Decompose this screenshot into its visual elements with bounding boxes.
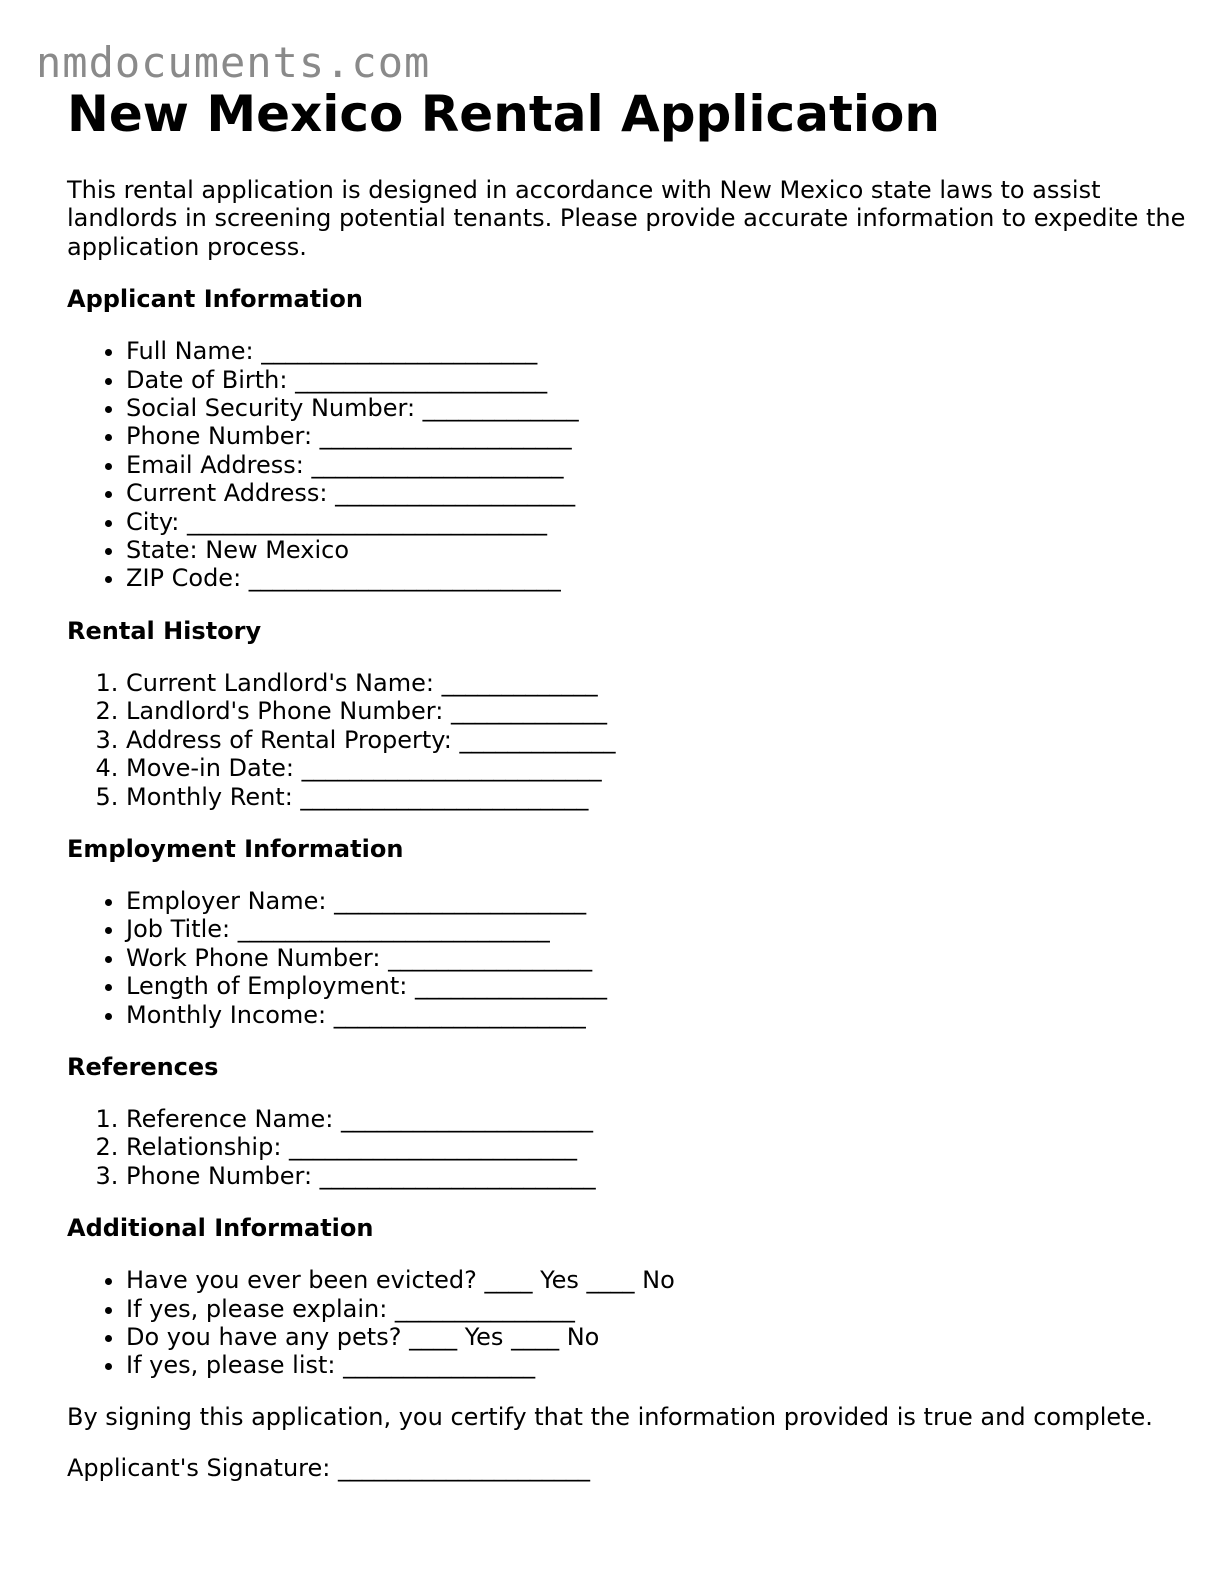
- field-ssn: • Social Security Number: _____________: [126, 394, 1187, 422]
- field-reference-name: 1. Reference Name: _____________________: [126, 1105, 1187, 1133]
- intro-paragraph: This rental application is designed in accordance with New Mexico state laws to assist landlords in screening potential tenants. Please provide accurate information to expedite the application process.: [67, 176, 1186, 261]
- field-current-address: • Current Address: ____________________: [126, 479, 1187, 507]
- section-heading-applicant: Applicant Information: [67, 285, 363, 314]
- field-landlord-name: 1. Current Landlord's Name: _____________: [126, 669, 1187, 697]
- field-employer-name: • Employer Name: _____________________: [126, 887, 1187, 915]
- field-work-phone: • Work Phone Number: _________________: [126, 944, 1187, 972]
- certification-statement: By signing this application, you certify that the information provided is true and complete.: [67, 1402, 1153, 1431]
- section-heading-rental-history: Rental History: [67, 616, 262, 645]
- field-state: • State: New Mexico: [126, 536, 1187, 564]
- section-heading-employment: Employment Information: [67, 834, 404, 863]
- field-city: • City: ______________________________: [126, 508, 1187, 536]
- field-move-in-date: 4. Move-in Date: _________________________: [126, 754, 1187, 782]
- applicant-info-list: [67, 337, 1187, 593]
- field-pets: • Do you have any pets? ____ Yes ____ No: [126, 1323, 1187, 1351]
- field-relationship: 2. Relationship: ________________________: [126, 1133, 1187, 1161]
- field-eviction-explain: • If yes, please explain: _______________: [126, 1295, 1187, 1323]
- employment-info-list: [67, 887, 1187, 1029]
- field-landlord-phone: 2. Landlord's Phone Number: _____________: [126, 697, 1187, 725]
- section-heading-additional: Additional Information: [67, 1214, 374, 1243]
- signature-line: Applicant's Signature: _____________________: [67, 1454, 590, 1483]
- field-phone: • Phone Number: _____________________: [126, 422, 1187, 450]
- rental-history-list: [67, 669, 1187, 811]
- field-rental-address: 3. Address of Rental Property: _____________: [126, 726, 1187, 754]
- section-heading-references: References: [67, 1052, 219, 1081]
- field-reference-phone: 3. Phone Number: _______________________: [126, 1162, 1187, 1190]
- watermark-text: nmdocuments.com: [36, 38, 431, 87]
- additional-info-list: [67, 1266, 1187, 1380]
- field-monthly-rent: 5. Monthly Rent: ________________________: [126, 783, 1187, 811]
- field-date-of-birth: • Date of Birth: _____________________: [126, 366, 1187, 394]
- page-title: New Mexico Rental Application: [67, 85, 940, 143]
- field-employment-length: • Length of Employment: ________________: [126, 972, 1187, 1000]
- field-zip: • ZIP Code: __________________________: [126, 564, 1187, 592]
- references-list: [67, 1105, 1187, 1190]
- field-pets-list: • If yes, please list: ________________: [126, 1351, 1187, 1379]
- field-job-title: • Job Title: __________________________: [126, 915, 1187, 943]
- field-full-name: • Full Name: _______________________: [126, 337, 1187, 365]
- field-monthly-income: • Monthly Income: _____________________: [126, 1001, 1187, 1029]
- document-body: [67, 82, 1187, 1483]
- field-email: • Email Address: _____________________: [126, 451, 1187, 479]
- field-evicted: • Have you ever been evicted? ____ Yes ____ No: [126, 1266, 1187, 1294]
